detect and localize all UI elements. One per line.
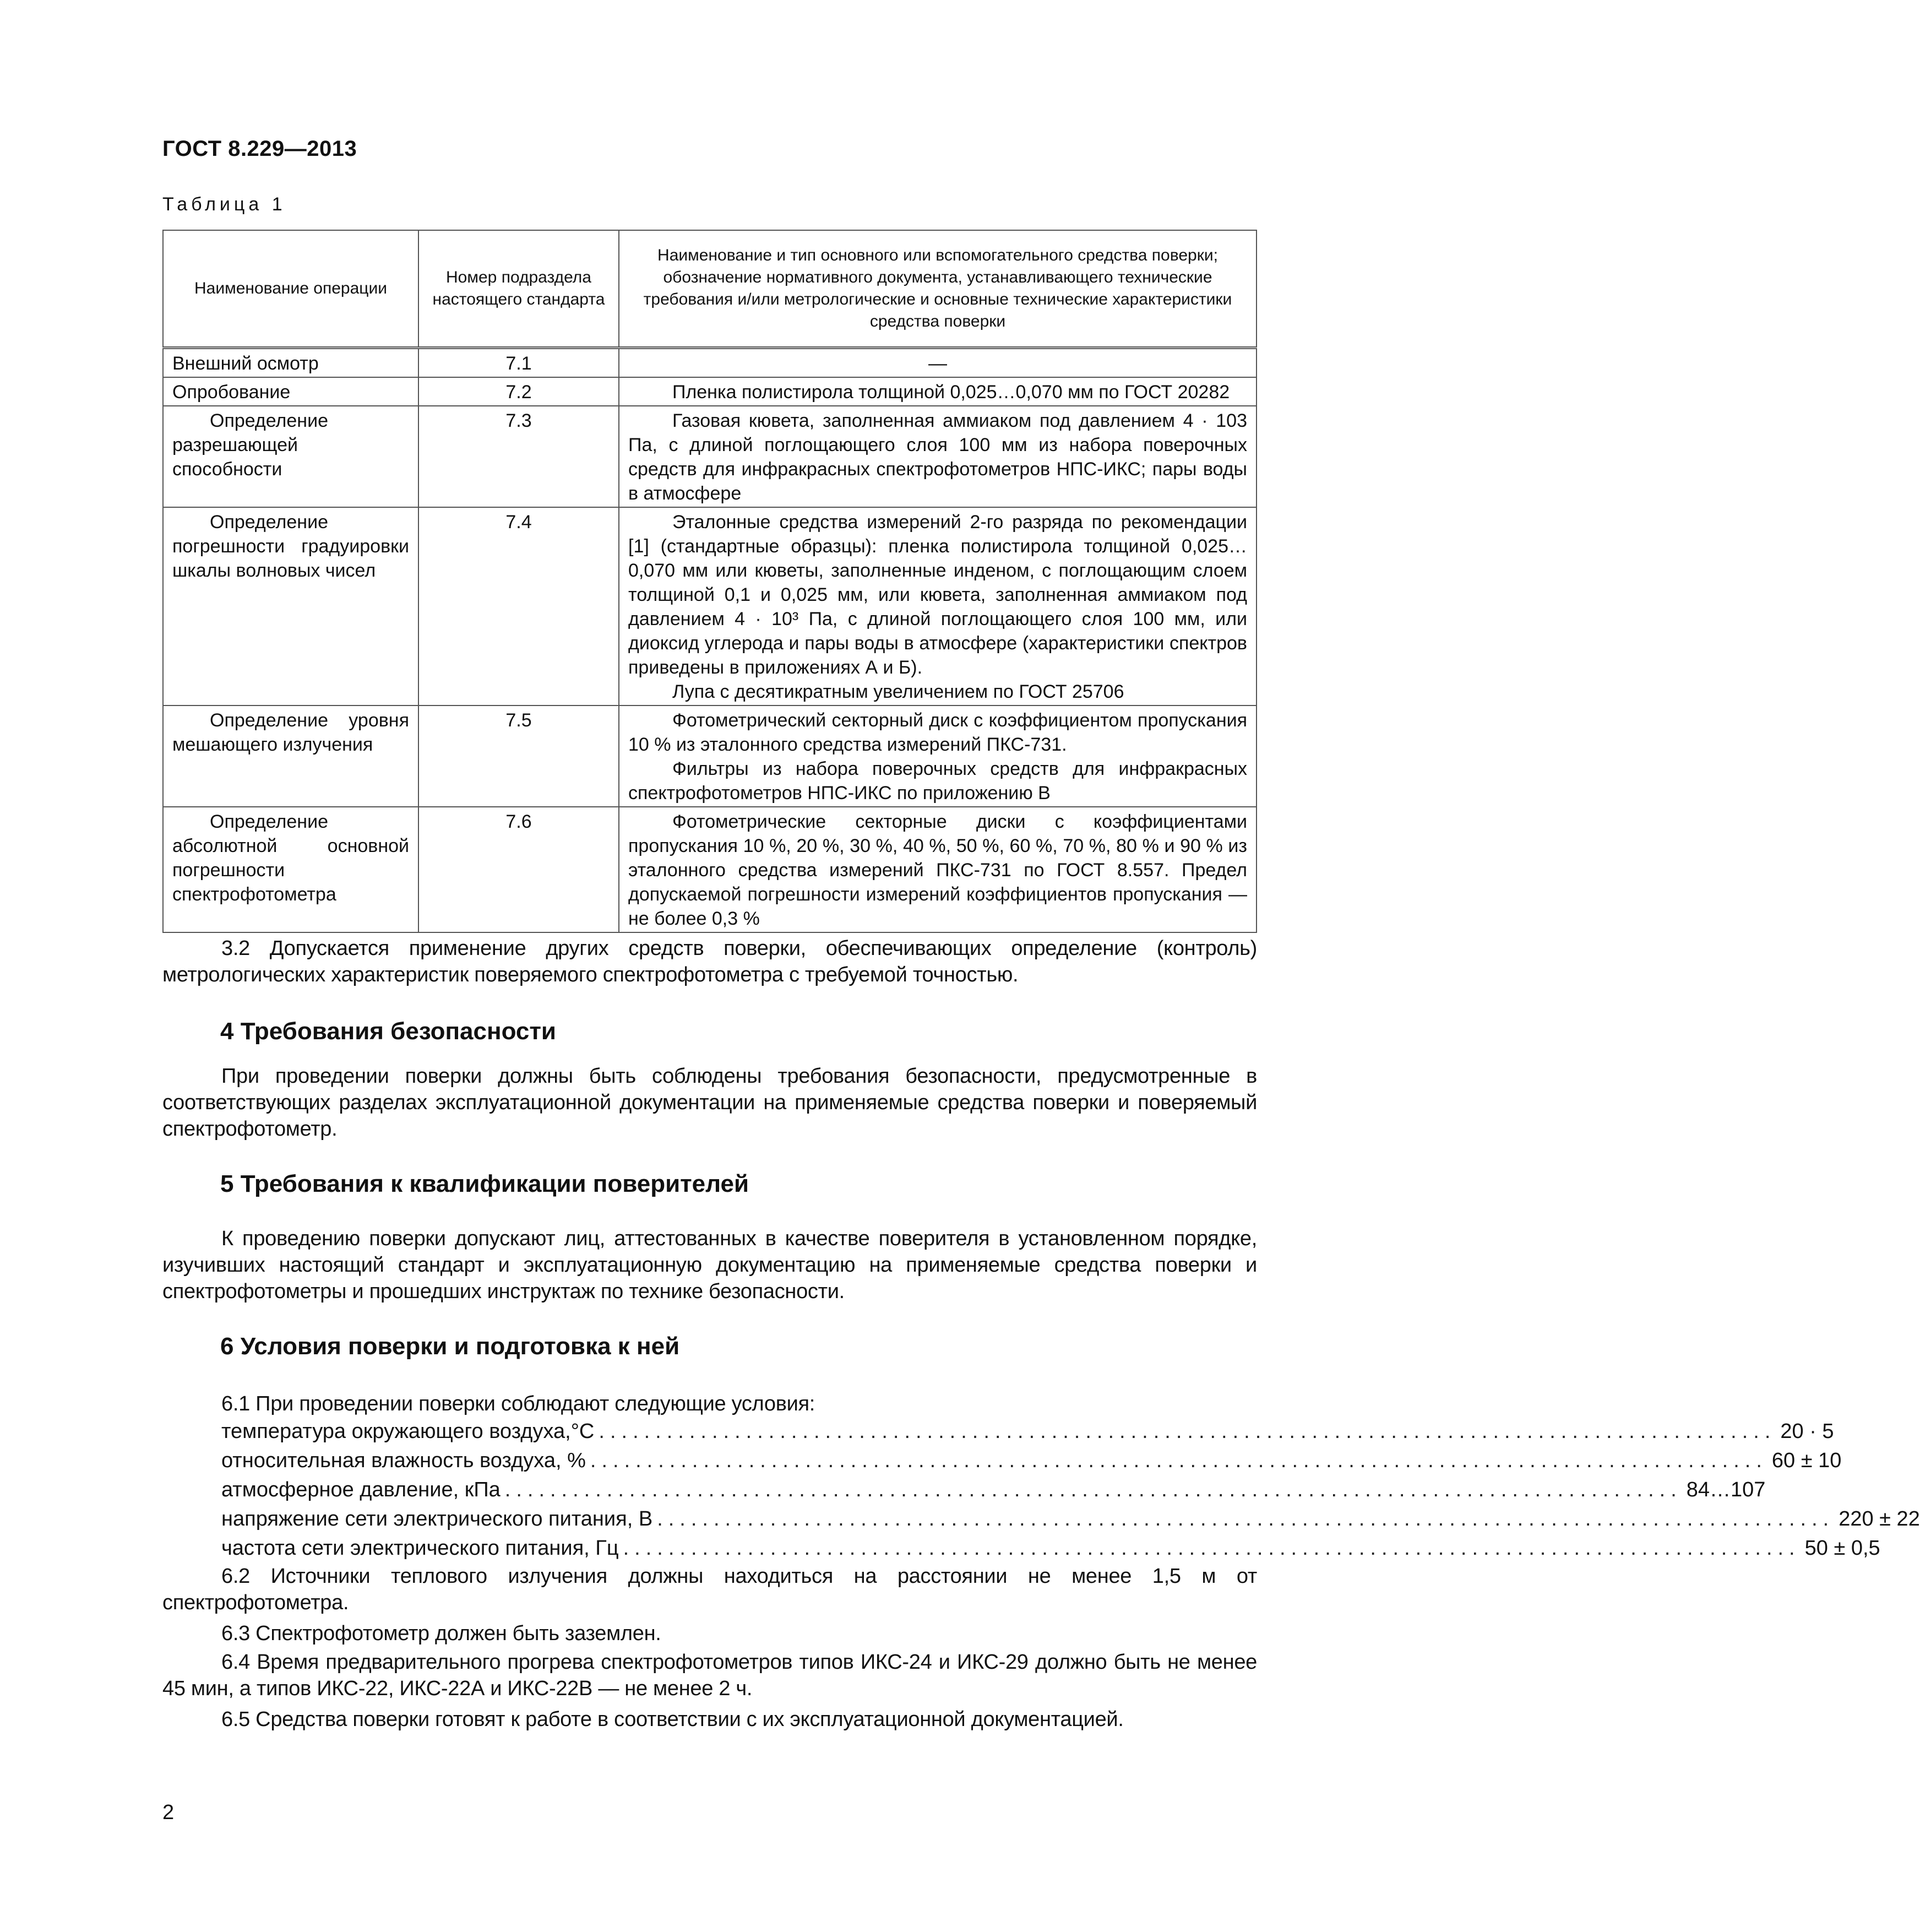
section-6-title: 6 Условия поверки и подготовка к ней — [220, 1333, 680, 1360]
cell-means-text: Газовая кювета, заполненная аммиаком под давлением 4 · 103 Па, с длиной поглощающего слоя 100 мм из набора поверочных средств для инфракрасных спектрофотометров НПС-ИКС; пары воды в атмосфере — [628, 410, 1247, 504]
dot-leader: ........................................................................................................ — [657, 1507, 1835, 1531]
paragraph-6-1: 6.1 При проведении поверки соблюдают следующие условия: — [221, 1392, 815, 1415]
condition-value: 20 · 5 — [1780, 1420, 1834, 1443]
list-item — [221, 1446, 1842, 1475]
dot-leader: ........................................................................................................ — [599, 1420, 1776, 1443]
cell-means-text: Эталонные средства измерений 2-го разряда по рекомендации [1] (стандартные образцы): пленка полистирола толщиной 0,025…0,070 мм или кюветы, заполненные инденом, с поглощающим слоем толщиной 0,1 и 0,025 мм, или кювета, заполненная аммиаком под давлением 4 · 10³ Па, с длиной поглощающего слоя 100 мм, или диоксид углерода и пары воды в атмосфере (характеристики спектров приведены в приложениях А и Б). — [628, 512, 1247, 678]
cell-operation-text: Внешний осмотр — [172, 353, 319, 374]
cell-subsection: 7.3 — [418, 406, 619, 507]
list-item — [221, 1534, 1880, 1563]
cell-means-text: Фотометрический секторный диск с коэффициентом пропускания 10 % из эталонного средства измерений ПКС-731. — [628, 710, 1247, 755]
dot-leader: ........................................................................................................ — [590, 1449, 1767, 1472]
section-4-text: При проведении поверки должны быть соблюдены требования безопасности, предусмотренные в соответствующих разделах эксплуатационной документации на применяемые средства поверки и поверяемый спектрофотометр. — [162, 1065, 1257, 1141]
cell-means-text: — — [928, 353, 947, 374]
table-row — [163, 705, 1257, 807]
list-item — [221, 1475, 1766, 1505]
cell-subsection: 7.5 — [418, 705, 619, 807]
cell-operation-text: Определение погрешности градуировки шкалы волновых чисел — [172, 512, 409, 581]
section-4-title: 4 Требования безопасности — [220, 1018, 556, 1045]
cell-operation-text: Определение разрешающей способности — [172, 410, 328, 480]
cell-means — [619, 705, 1257, 807]
paragraph-6-2: 6.2 Источники теплового излучения должны находиться на расстоянии не менее 1,5 м от спектрофотометра. — [162, 1565, 1257, 1614]
cell-means-text: Лупа с десятикратным увеличением по ГОСТ 25706 — [672, 681, 1124, 702]
condition-label: частота сети электрического питания, Гц — [221, 1537, 619, 1560]
cell-means-text: Фильтры из набора поверочных средств для инфракрасных спектрофотометров НПС-ИКС по приложению В — [628, 758, 1247, 804]
document-header: ГОСТ 8.229—2013 — [162, 137, 357, 161]
condition-value: 84…107 — [1686, 1478, 1766, 1501]
table-row — [163, 406, 1257, 507]
paragraph-6-5: 6.5 Средства поверки готовят к работе в соответствии с их эксплуатационной документацией. — [221, 1708, 1124, 1731]
table-row — [163, 348, 1257, 378]
column-header-means: Наименование и тип основного или вспомогательного средства поверки; обозначение нормативного документа, устанавливающего технические требования и/или метрологические и основные технические характеристики средства поверки — [619, 230, 1257, 348]
cell-operation-text: Опробование — [172, 382, 291, 403]
cell-operation — [163, 807, 418, 932]
cell-means — [619, 348, 1257, 378]
condition-label: напряжение сети электрического питания, В — [221, 1507, 653, 1531]
cell-operation — [163, 507, 418, 705]
dot-leader: ........................................................................................................ — [504, 1478, 1682, 1501]
section-5-title: 5 Требования к квалификации поверителей — [220, 1170, 749, 1197]
section-5-text: К проведению поверки допускают лиц, аттестованных в качестве поверителя в установленном порядке, изучивших настоящий стандарт и эксплуатационную документацию на применяемые средства поверки и спектрофотометры и прошедших инструктаж по технике безопасности. — [162, 1227, 1257, 1303]
table-header-row — [163, 230, 1257, 348]
cell-subsection: 7.1 — [418, 348, 619, 378]
condition-label: относительная влажность воздуха, % — [221, 1449, 586, 1472]
cell-means-text: Пленка полистирола толщиной 0,025…0,070 мм по ГОСТ 20282 — [672, 382, 1230, 403]
cell-means-text: Фотометрические секторные диски с коэффициентами пропускания 10 %, 20 %, 30 %, 40 %, 50 %, 60 %, 70 %, 80 % и 90 % из эталонного средства измерений ПКС-731 по ГОСТ 8.557. Предел допускаемой погрешности измерений коэффициентов пропускания — не более 0,3 % — [628, 811, 1247, 929]
table-row — [163, 377, 1257, 406]
cell-subsection: 7.6 — [418, 807, 619, 932]
table-row — [163, 507, 1257, 705]
page-number: 2 — [162, 1801, 175, 1824]
paragraph-6-3: 6.3 Спектрофотометр должен быть заземлен. — [221, 1622, 661, 1645]
cell-operation — [163, 406, 418, 507]
column-header-subsection: Номер подраздела настоящего стандарта — [418, 230, 619, 348]
cell-means — [619, 507, 1257, 705]
condition-label: температура окружающего воздуха,°С — [221, 1420, 595, 1443]
cell-operation — [163, 348, 418, 378]
table-row — [163, 807, 1257, 932]
conditions-list — [221, 1417, 1920, 1563]
condition-value: 220 ± 22 — [1839, 1507, 1920, 1531]
condition-value: 60 ± 10 — [1771, 1449, 1842, 1472]
paragraph-6-4: 6.4 Время предварительного прогрева спектрофотометров типов ИКС-24 и ИКС-29 должно быть не менее 45 мин, а типов ИКС-22, ИКС-22А и ИКС-22В — не менее 2 ч. — [162, 1651, 1257, 1700]
operations-table — [162, 230, 1257, 933]
dot-leader: ........................................................................................................ — [623, 1537, 1801, 1560]
cell-means — [619, 807, 1257, 932]
cell-subsection: 7.4 — [418, 507, 619, 705]
column-header-operation: Наименование операции — [163, 230, 418, 348]
cell-subsection: 7.2 — [418, 377, 619, 406]
list-item — [221, 1505, 1920, 1534]
cell-means — [619, 377, 1257, 406]
paragraph-3-2: 3.2 Допускается применение других средств поверки, обеспечивающих определение (контроль) метрологических характеристик поверяемого спектрофотометра с требуемой точностью. — [162, 937, 1257, 986]
cell-operation-text: Определение уровня мешающего излучения — [172, 710, 409, 755]
cell-operation — [163, 705, 418, 807]
cell-means — [619, 406, 1257, 507]
cell-operation — [163, 377, 418, 406]
list-item — [221, 1417, 1834, 1446]
table-caption: Таблица 1 — [162, 194, 286, 215]
condition-label: атмосферное давление, кПа — [221, 1478, 501, 1501]
condition-value: 50 ± 0,5 — [1804, 1537, 1880, 1560]
cell-operation-text: Определение абсолютной основной погрешности спектрофотометра — [172, 811, 409, 905]
